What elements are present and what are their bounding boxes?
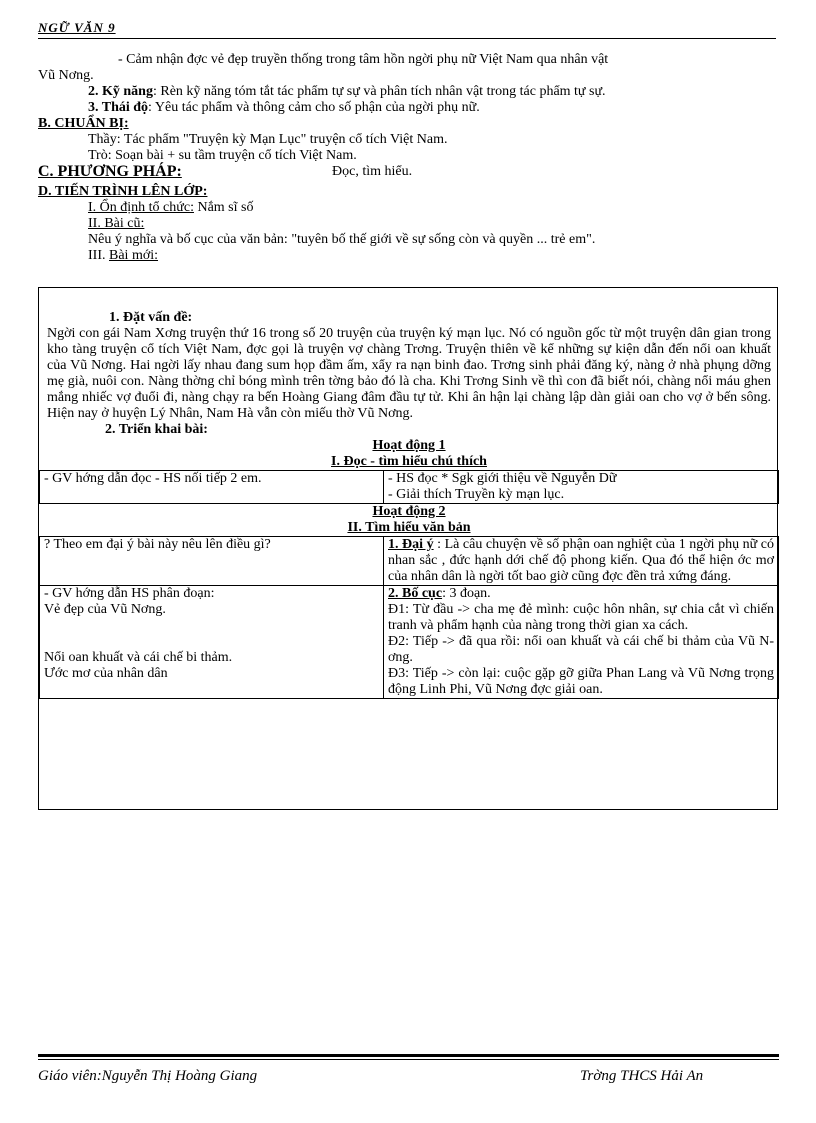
baicu-heading: II. Bài cũ: bbox=[88, 216, 145, 231]
hoatdong2-subtitle: II. Tìm hiểu văn bản bbox=[347, 520, 471, 535]
phuongphap-heading: C. PHƯƠNG PHÁP: bbox=[38, 163, 182, 180]
camnhan-line-2: Vũ Nơng. bbox=[38, 68, 94, 83]
thaido-line bbox=[38, 100, 778, 116]
page-header-title: NGỮ VĂN 9 bbox=[38, 20, 116, 35]
lesson-content bbox=[44, 310, 774, 699]
thaido-label: 3. Thái độ bbox=[88, 100, 149, 115]
kynang-label: 2. Kỹ năng bbox=[88, 84, 153, 99]
daiy-label: 1. Đại ý bbox=[388, 537, 434, 552]
tientrinh-heading: D. TIẾN TRÌNH LÊN LỚP: bbox=[38, 184, 208, 199]
daiy-text: : Là câu chuyện về số phận oan nghiệt của 1 ngời phụ nữ có nhan sắc , đức hạnh dới chế độ phong kiến. Qua đó thể hiện ớc mơ của nhân dân là ngời tốt bao giờ cũng đợc đền trả xứng đáng. bbox=[388, 537, 774, 584]
footer-school: Trờng THCS Hải An bbox=[580, 1068, 704, 1084]
hd1-right-line-2: - Giải thích Truyền kỳ mạn lục. bbox=[388, 487, 565, 502]
bocuc-left-cell bbox=[40, 586, 384, 699]
footer-teacher bbox=[38, 1068, 257, 1084]
hoatdong1-title: Hoạt động 1 bbox=[372, 438, 446, 453]
hd1-right-line-1: - HS đọc * Sgk giới thiệu về Nguyễn Dữ bbox=[388, 471, 617, 486]
camnhan-line-1: - Cảm nhận đợc vẻ đẹp truyền thống trong tâm hồn ngời phụ nữ Việt Nam qua nhân vật bbox=[118, 52, 609, 67]
doan-2: Đ2: Tiếp -> đã qua rồi: nổi oan khuất và cái chế bi thảm của Vũ Nơng. bbox=[388, 634, 774, 665]
ondinh-text: Nắm sĩ số bbox=[193, 200, 254, 215]
lesson-box bbox=[38, 287, 778, 810]
daiy-answer-cell bbox=[384, 537, 779, 586]
footer-rule-thin bbox=[38, 1059, 779, 1060]
tro-line: Trò: Soạn bài + su tầm truyện cổ tích Việt Nam. bbox=[88, 148, 357, 163]
hoatdong1-subtitle: I. Đọc - tìm hiểu chú thích bbox=[331, 454, 487, 469]
bocuc-label: 2. Bố cục bbox=[388, 586, 443, 601]
bocuc-left-line-2: Vẻ đẹp của Vũ Nơng. bbox=[44, 602, 166, 617]
hd1-right-cell bbox=[384, 471, 779, 504]
hoatdong2-title: Hoạt động 2 bbox=[372, 504, 446, 519]
baimoi-heading: Bài mới: bbox=[109, 248, 159, 263]
header-rule bbox=[38, 38, 776, 39]
kynang-line bbox=[38, 84, 778, 100]
datvande-title: 1. Đặt vấn đề: bbox=[109, 310, 193, 325]
bocuc-text: : 3 đoạn. bbox=[442, 586, 491, 601]
intro-section bbox=[38, 52, 778, 264]
table-row bbox=[40, 537, 779, 586]
baimoi-line bbox=[38, 248, 778, 264]
thay-line: Thầy: Tác phẩm "Truyện kỳ Mạn Lục" truyện cổ tích Việt Nam. bbox=[88, 132, 448, 147]
kynang-text: : Rèn kỹ năng tóm tắt tác phẩm tự sự và phân tích nhân vật trong tác phẩm tự sự. bbox=[152, 84, 606, 99]
doan-3: Đ3: Tiếp -> còn lại: cuộc gặp gỡ giữa Phan Lang và Vũ Nơng trọng động Linh Phi, Vũ Nơng đợc giải oan. bbox=[388, 666, 774, 697]
chuanbi-heading: B. CHUẨN BỊ: bbox=[38, 116, 129, 131]
baimoi-number: III. bbox=[88, 248, 109, 263]
phuongphap-text: Đọc, tìm hiểu. bbox=[332, 164, 413, 179]
bocuc-left-line-1: - GV hớng dẫn HS phân đoạn: bbox=[44, 586, 215, 601]
doan-1: Đ1: Từ đầu -> cha mẹ đẻ mình: cuộc hôn nhân, sự chia cắt vì chiến tranh và phẩm hạnh của nàng trong thời gian xa cách. bbox=[388, 602, 774, 633]
bocuc-left-line-4: Ước mơ của nhân dân bbox=[44, 666, 168, 681]
bocuc-left-spacer bbox=[44, 618, 379, 650]
hoatdong1-table bbox=[39, 470, 779, 504]
thaido-text: : Yêu tác phẩm và thông cảm cho số phận của ngời phụ nữ. bbox=[148, 100, 480, 115]
trienkhai-title: 2. Triển khai bài: bbox=[105, 422, 208, 437]
teacher-name: Nguyễn Thị Hoàng Giang bbox=[101, 1068, 258, 1084]
bocuc-right-cell bbox=[384, 586, 779, 699]
hd1-left-cell: - GV hớng dẫn đọc - HS nối tiếp 2 em. bbox=[40, 471, 384, 504]
table-row bbox=[40, 586, 779, 699]
daiy-question-cell: ? Theo em đại ý bài này nêu lên điều gì? bbox=[40, 537, 384, 586]
teacher-label: Giáo viên: bbox=[38, 1068, 102, 1084]
baicu-question: Nêu ý nghĩa và bố cục của văn bản: "tuyên bố thế giới về sự sống còn và quyền ... trẻ em". bbox=[88, 232, 596, 247]
bocuc-left-line-3: Nổi oan khuất và cái chế bi thảm. bbox=[44, 650, 233, 665]
hoatdong2-table bbox=[39, 536, 779, 699]
bocuc-line bbox=[388, 586, 774, 602]
ondinh-label: I. Ổn định tổ chức: bbox=[88, 200, 194, 215]
phuongphap-line bbox=[38, 164, 778, 184]
footer-rule-thick bbox=[38, 1054, 779, 1057]
ondinh-line bbox=[38, 200, 778, 216]
datvande-body: Ngời con gái Nam Xơng truyện thứ 16 trong số 20 truyện của truyện ký mạn lục. Nó có nguồn gốc từ một truyện dân gian trong kho tàng truyện cổ tích Việt Nam, đợc gọi là truyện vợ chàng Trơng. Truyện thiên về kể những sự kiện dẫn đến nổi oan khuất của Vũ Nơng. Hai ngời lấy nhau đang sum họp đầm ấm, xẩy ra nạn binh đao. Trơng sinh phải đăng ký, nàng ở nhà phụng dỡng mẹ già, nuôi con. Nàng thờng chỉ bóng mình trên tờng bảo đó là cha. Khi Trơng Sinh về thì con đã biết nói, chàng nổi máu ghen mắng nhiếc vợ đuổi đi, nàng chạy ra bến Hoàng Giang đâm đầu tự tử. Khi ân hận lại chàng lập dàn giải oan cho vợ ở bến sông. Hiện nay ở huyện Lý Nhân, Nam Hà vẫn còn miếu thờ Vũ Nơng. bbox=[47, 326, 771, 421]
table-row bbox=[40, 471, 779, 504]
